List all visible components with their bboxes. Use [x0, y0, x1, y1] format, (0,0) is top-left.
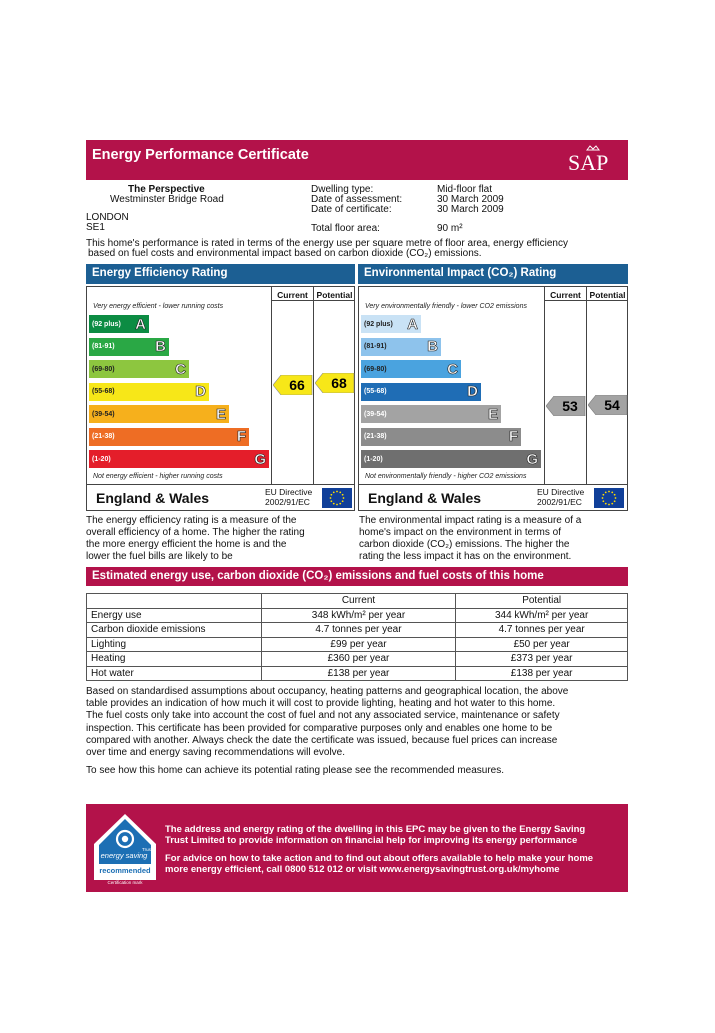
page-title: Energy Performance Certificate [92, 147, 309, 163]
environment-band-range: (39-54) [364, 410, 387, 418]
footer-line: Trust Limited to provide information on financial help for improving its energy performance [165, 835, 578, 846]
environment-directive [537, 487, 584, 507]
environment-bottom-caption: Not environmentally friendly - higher CO2 emissions [365, 473, 527, 480]
environment-potential-label: Potential [589, 290, 626, 300]
estimates-header-blank [87, 594, 262, 609]
recommended-measures-text: To see how this home can achieve its potential rating please see the recommended measures. [86, 765, 505, 776]
badge-word-2: saving [125, 851, 148, 860]
environment-region: England & Wales [368, 490, 482, 506]
efficiency-band-f [89, 428, 249, 446]
efficiency-band-a [89, 315, 149, 333]
efficiency-band-letter: F [236, 428, 246, 445]
assessment-date-value: 30 March 2009 [437, 194, 504, 205]
environment-band-letter: D [467, 383, 478, 400]
environment-band-b [361, 338, 441, 356]
badge-word-3: Trust [142, 847, 153, 852]
environment-potential-value: 54 [604, 397, 620, 413]
environment-description-line: The environmental impact rating is a measure of a [359, 515, 582, 526]
environment-band-letter: A [407, 315, 418, 333]
efficiency-directive-line-1: EU Directive [265, 487, 313, 497]
estimates-table [86, 593, 628, 681]
environment-description [359, 515, 614, 563]
sap-logo [565, 143, 621, 177]
environment-top-caption: Very environmentally friendly - lower CO2 emissions [365, 303, 527, 310]
efficiency-potential-value: 68 [331, 375, 347, 391]
footer-bar [86, 804, 628, 892]
intro-line-2: based on fuel costs and environmental impact based on carbon dioxide (CO₂) emissions. [88, 248, 482, 259]
environment-band-c [361, 360, 461, 378]
environment-band-g [361, 450, 541, 468]
intro-text [86, 239, 626, 259]
floor-area-label: Total floor area: [311, 223, 380, 234]
row-label: Energy use [87, 608, 262, 623]
environment-title: Environmental Impact (CO₂) Rating [358, 264, 628, 284]
environment-band-range: (69-80) [364, 365, 387, 373]
efficiency-directive [265, 487, 312, 507]
row-potential: £138 per year [456, 666, 628, 681]
efficiency-title: Energy Efficiency Rating [86, 264, 355, 284]
notes-line: inspection. This certificate has been provided for comparative purposes only and enables one home to be [86, 722, 553, 734]
efficiency-directive-line-2: 2002/91/EC [265, 497, 310, 507]
address-street: Westminster Bridge Road [110, 194, 224, 205]
estimates-title: Estimated energy use, carbon dioxide (CO₂) emissions and fuel costs of this home [86, 567, 628, 586]
estimates-header-row [87, 594, 628, 609]
svg-text:energy saving [101, 851, 149, 860]
efficiency-region: England & Wales [96, 490, 210, 506]
notes-line: compared with another. Always check the date the certificate was issued, because fuel prices can increase [86, 734, 558, 746]
environment-band-letter: G [526, 450, 538, 468]
efficiency-description [86, 515, 341, 563]
address-postcode: SE1 [86, 222, 105, 233]
row-label: Carbon dioxide emissions [87, 623, 262, 638]
efficiency-band-letter: G [254, 450, 266, 468]
environment-current-value: 53 [562, 398, 578, 414]
efficiency-band-range: (69-80) [92, 365, 115, 373]
efficiency-band-range: (92 plus) [92, 320, 121, 328]
efficiency-band-e [89, 405, 229, 423]
efficiency-band-range: (1-20) [92, 455, 111, 463]
row-potential: £373 per year [456, 652, 628, 667]
environment-band-range: (92 plus) [364, 320, 393, 328]
efficiency-band-c [89, 360, 189, 378]
environment-footer-line [358, 484, 628, 485]
row-current: £99 per year [261, 637, 456, 652]
efficiency-band-letter: A [135, 315, 146, 333]
environment-band-letter: B [427, 338, 438, 355]
badge-label: recommended [99, 866, 151, 875]
efficiency-divider-1 [271, 286, 272, 484]
efficiency-band-letter: B [155, 338, 166, 355]
environment-description-line: carbon dioxide (CO₂) emissions. The higher the [359, 539, 570, 550]
efficiency-divider-2 [313, 286, 314, 484]
efficiency-description-line: The energy efficiency rating is a measure of the [86, 515, 297, 526]
efficiency-bottom-caption: Not energy efficient - higher running costs [93, 473, 223, 480]
certificate-date-value: 30 March 2009 [437, 204, 504, 215]
estimates-col-current: Current [261, 594, 456, 609]
row-current: £360 per year [261, 652, 456, 667]
badge-caption: Certification mark [107, 880, 143, 885]
footer-line: more energy efficient, call 0800 512 012 or visit www.energysavingtrust.org.uk/myhome [165, 864, 560, 875]
sap-logo-text: SAP [568, 150, 609, 175]
address-name: The Perspective [128, 184, 205, 195]
efficiency-band-range: (55-68) [92, 388, 115, 395]
notes-paragraph [86, 686, 616, 759]
dwelling-type-label: Dwelling type: [311, 184, 374, 195]
environment-band-a [361, 315, 421, 333]
table-row [87, 666, 628, 681]
environment-band-range: (21-38) [364, 433, 387, 440]
footer-line: For advice on how to take action and to find out about offers available to help make your home [165, 853, 594, 864]
footer-paragraph-1 [165, 824, 585, 846]
assessment-date-label: Date of assessment: [311, 194, 403, 205]
efficiency-band-g [89, 450, 269, 468]
environment-divider-2 [586, 286, 587, 484]
floor-area-value: 90 m² [437, 223, 463, 234]
environment-band-letter: E [487, 405, 498, 423]
row-potential: 344 kWh/m² per year [456, 608, 628, 623]
efficiency-band-d [89, 383, 209, 401]
environment-band-e [361, 405, 501, 423]
notes-line: The fuel costs only take into account the cost of fuel and not any associated service, maintenance or safety [86, 710, 560, 722]
environment-band-f [361, 428, 521, 446]
efficiency-current-label: Current [277, 290, 308, 300]
table-row [87, 623, 628, 638]
efficiency-band-range: (81-91) [92, 343, 115, 350]
environment-band-range: (55-68) [364, 388, 387, 395]
row-current: 4.7 tonnes per year [261, 623, 456, 638]
notes-line: table provides an indication of how much it will cost to provide lighting, heating and hot water to this home. [86, 698, 556, 710]
badge-word-1: energy [100, 851, 124, 860]
environment-current-arrow [546, 396, 586, 416]
environment-header-line [544, 300, 628, 301]
row-potential: 4.7 tonnes per year [456, 623, 628, 638]
row-current: 348 kWh/m² per year [261, 608, 456, 623]
address-city: LONDON [86, 212, 129, 223]
efficiency-band-letter: C [175, 360, 186, 378]
environment-band-letter: C [447, 360, 458, 378]
dwelling-type-value: Mid-floor flat [437, 184, 493, 195]
environment-description-line: rating the less impact it has on the environment. [359, 551, 572, 562]
efficiency-header-line [271, 300, 355, 301]
efficiency-band-range: (39-54) [92, 410, 115, 418]
efficiency-band-letter: D [195, 383, 206, 400]
table-row [87, 637, 628, 652]
environment-band-range: (81-91) [364, 343, 387, 350]
environment-directive-line-1: EU Directive [537, 487, 585, 497]
environment-band-d [361, 383, 481, 401]
efficiency-potential-label: Potential [316, 290, 353, 300]
efficiency-current-value: 66 [289, 377, 305, 393]
environment-band-letter: F [508, 428, 518, 445]
efficiency-description-line: lower the fuel bills are likely to be [86, 551, 233, 562]
environment-band-range: (1-20) [364, 455, 383, 463]
notes-line: Based on standardised assumptions about occupancy, heating patterns and geographical location, the above [86, 686, 569, 697]
environment-description-line: home's impact on the environment in terms of [359, 527, 562, 538]
certificate-date-label: Date of certificate: [311, 204, 392, 215]
efficiency-description-line: overall efficiency of a home. The higher the rating [86, 527, 305, 538]
row-label: Lighting [87, 637, 262, 652]
estimates-col-potential: Potential [456, 594, 628, 609]
row-label: Hot water [87, 666, 262, 681]
efficiency-current-arrow [273, 375, 313, 395]
environment-divider-1 [544, 286, 545, 484]
efficiency-top-caption: Very energy efficient - lower running costs [93, 303, 224, 310]
efficiency-band-range: (21-38) [92, 433, 115, 440]
environment-current-label: Current [550, 290, 581, 300]
row-current: £138 per year [261, 666, 456, 681]
efficiency-band-letter: E [215, 405, 226, 423]
eu-flag-icon [322, 488, 352, 508]
environment-directive-line-2: 2002/91/EC [537, 497, 582, 507]
row-potential: £50 per year [456, 637, 628, 652]
table-row [87, 608, 628, 623]
table-row [87, 652, 628, 667]
efficiency-description-line: the more energy efficient the home is and the [86, 539, 287, 550]
eu-flag-icon [594, 488, 624, 508]
footer-paragraph-2 [165, 853, 593, 875]
efficiency-footer-line [86, 484, 355, 485]
efficiency-potential-arrow [315, 373, 355, 393]
footer-line: The address and energy rating of the dwelling in this EPC may be given to the Energy Saving [165, 824, 586, 835]
environment-potential-arrow [588, 395, 628, 415]
intro-line-1: This home's performance is rated in terms of the energy use per square metre of floor area, energy efficiency [86, 238, 568, 249]
row-label: Heating [87, 652, 262, 667]
efficiency-band-b [89, 338, 169, 356]
energy-saving-trust-badge-icon [90, 812, 160, 886]
notes-line: over time and energy saving recommendations will evolve. [86, 747, 346, 759]
